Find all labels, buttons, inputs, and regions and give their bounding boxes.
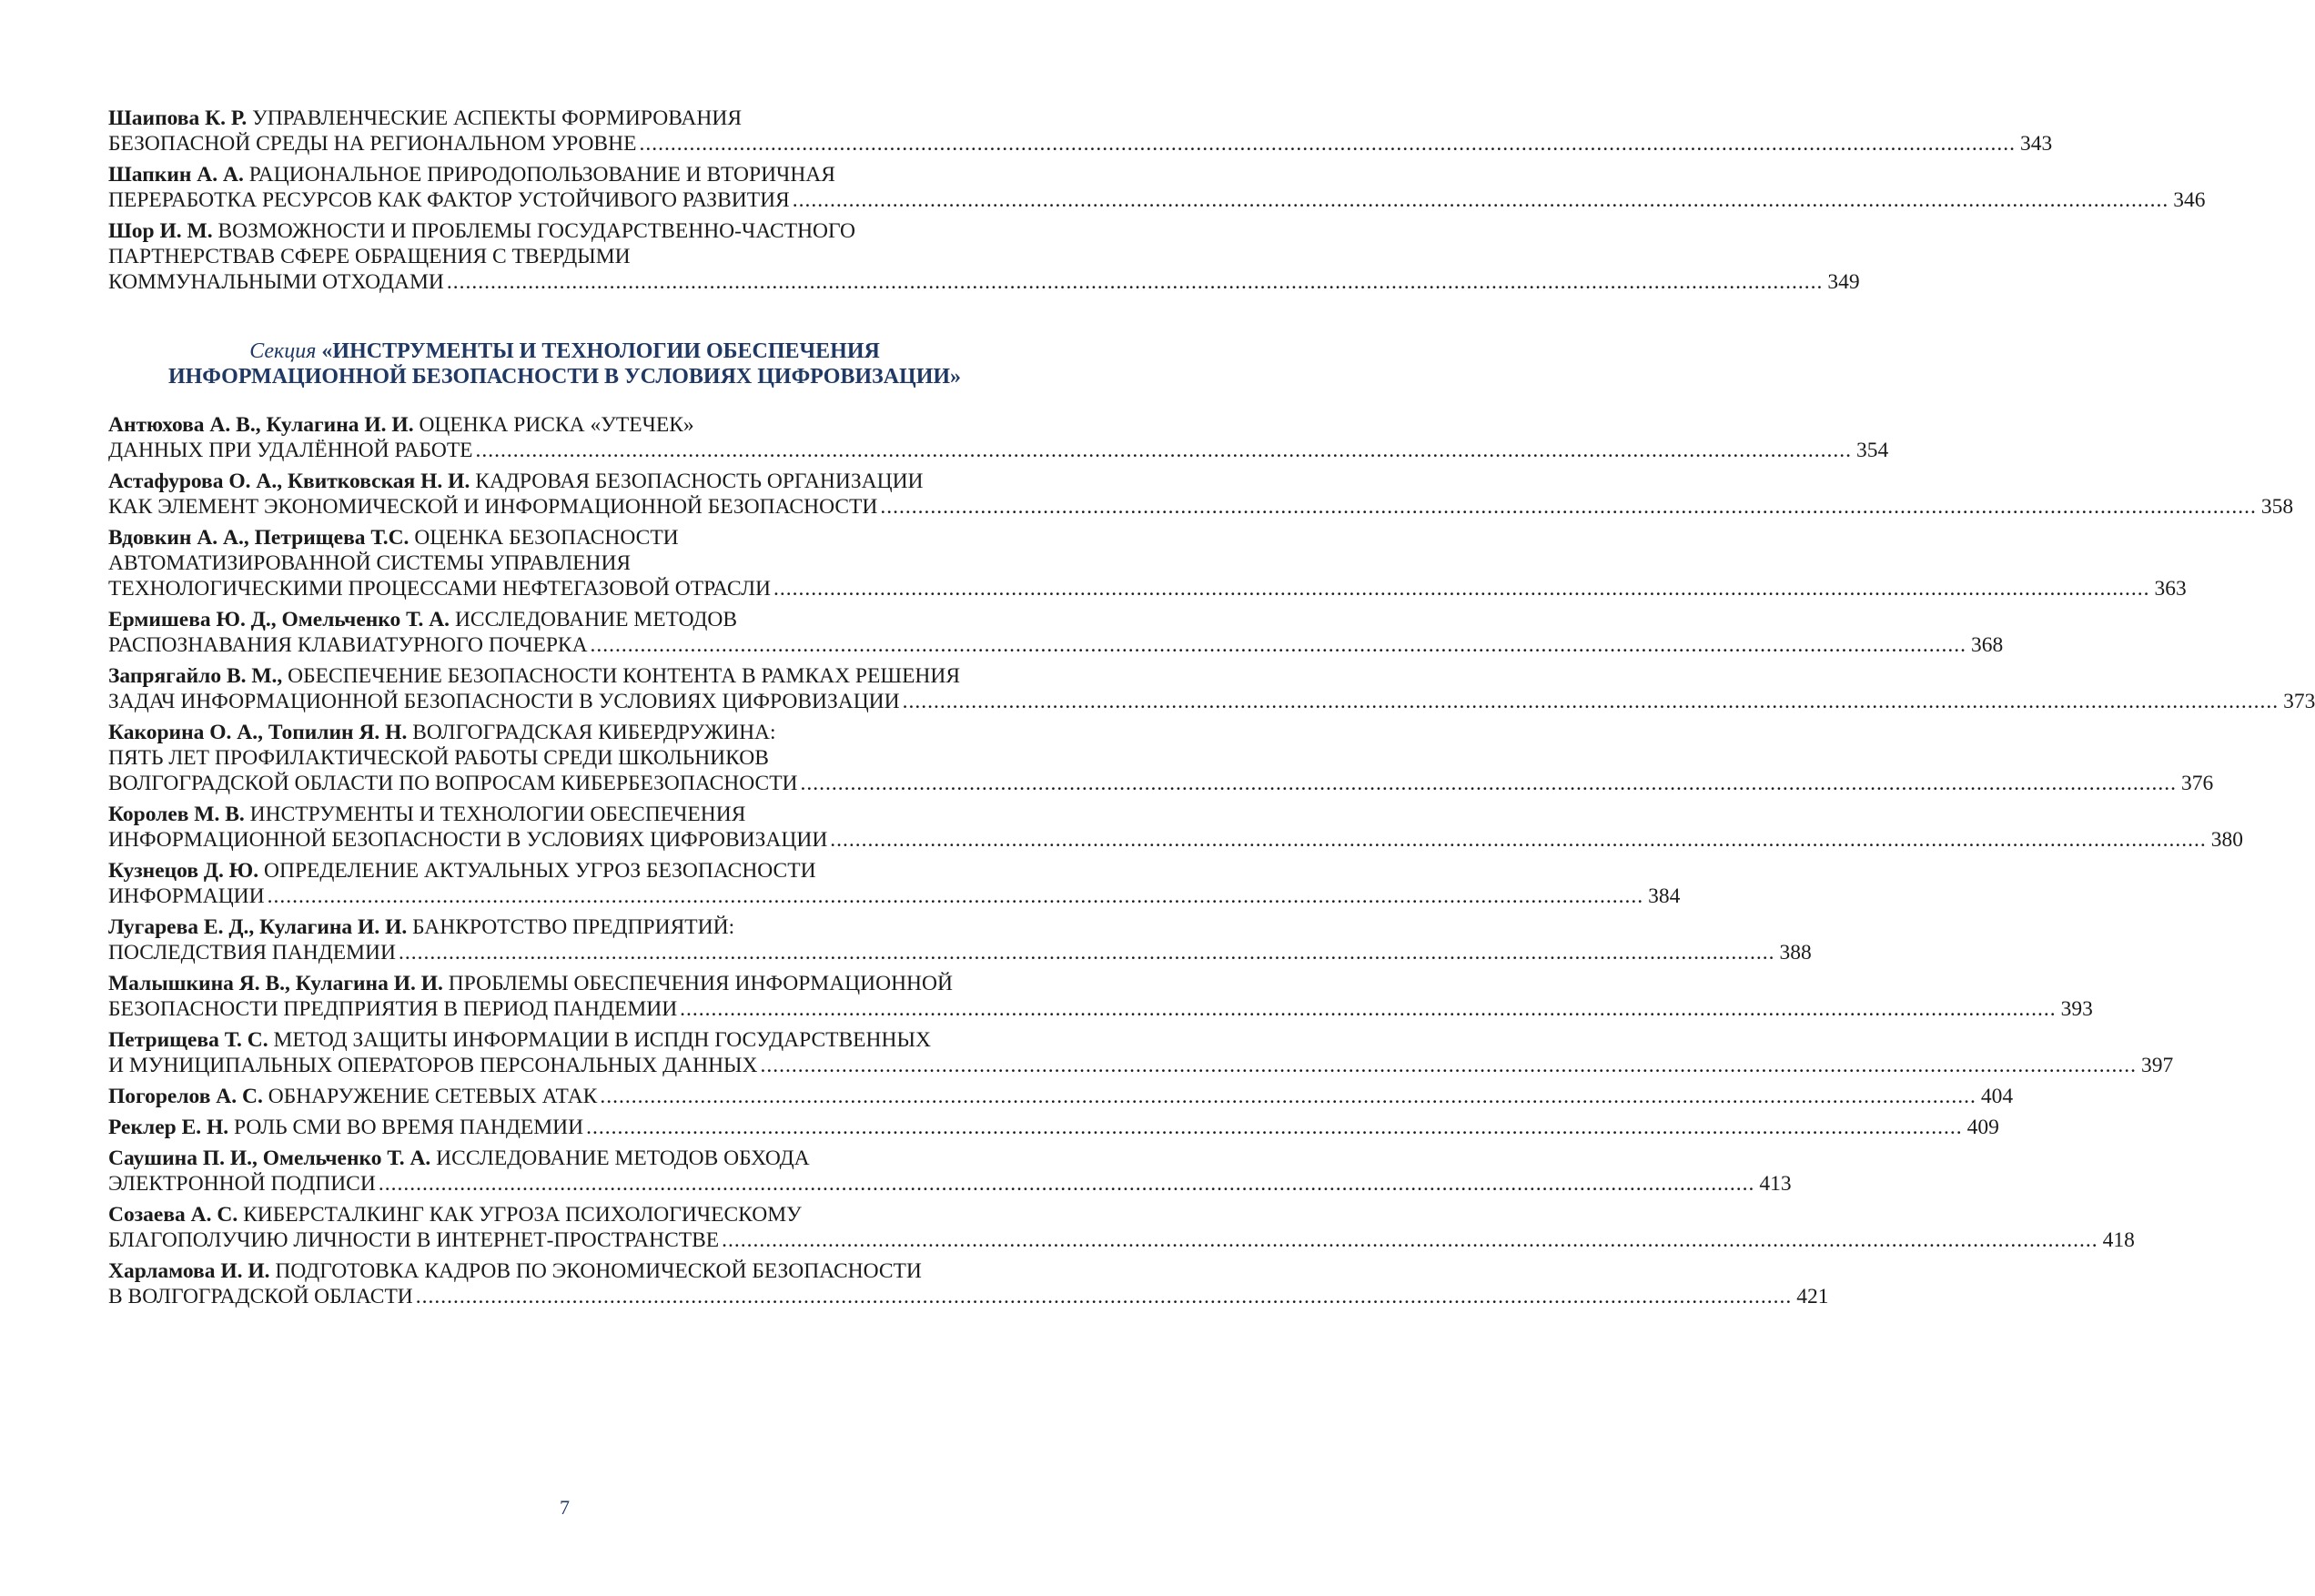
toc-entry[interactable] bbox=[108, 106, 2053, 157]
toc-entry-title: ИССЛЕДОВАНИЕ МЕТОДОВ ОБХОДА bbox=[436, 1146, 810, 1170]
toc-entry-line bbox=[108, 971, 1021, 996]
toc-entry-title: ПОСЛЕДСТВИЯ ПАНДЕМИИ bbox=[108, 941, 396, 965]
toc-entry-line bbox=[108, 131, 2053, 157]
section-heading-line1 bbox=[108, 338, 1021, 364]
toc-entry-page: 404 bbox=[1980, 1085, 2014, 1108]
toc-entry-author: Королев М. В. bbox=[108, 803, 245, 826]
toc-entry[interactable] bbox=[108, 914, 1812, 965]
toc-entry[interactable] bbox=[108, 412, 1889, 463]
toc-entry-line bbox=[108, 187, 2206, 213]
dot-leader: ............................................................................................................................................................................................................................ bbox=[639, 132, 2016, 156]
toc-entry-page: 358 bbox=[2260, 495, 2294, 519]
toc-entry-page: 363 bbox=[2154, 577, 2187, 601]
toc-entry-author: Вдовкин А. А., Петрищева Т.С. bbox=[108, 526, 409, 550]
toc-entry[interactable] bbox=[108, 1027, 2174, 1078]
toc-entry-author: Какорина О. А., Топилин Я. Н. bbox=[108, 721, 408, 744]
toc-entry-page: 354 bbox=[1856, 439, 1889, 462]
dot-leader: ............................................................................................................................................................................................................................ bbox=[902, 690, 2280, 713]
dot-leader: ............................................................................................................................................................................................................................ bbox=[830, 828, 2207, 852]
toc-entry[interactable] bbox=[108, 1202, 2135, 1253]
toc-entry-title: В ВОЛГОГРАДСКОЙ ОБЛАСТИ bbox=[108, 1285, 413, 1308]
dot-leader: ............................................................................................................................................................................................................................ bbox=[680, 997, 2057, 1021]
toc-entry-title: ОЦЕНКА РИСКА «УТЕЧЕК» bbox=[419, 413, 694, 437]
toc-entry-title: ПОДГОТОВКА КАДРОВ ПО ЭКОНОМИЧЕСКОЙ БЕЗОПАСНОСТИ bbox=[275, 1259, 922, 1283]
toc-entry-line bbox=[108, 1258, 1021, 1284]
toc-entry[interactable] bbox=[108, 971, 2093, 1022]
toc-entry-line bbox=[108, 244, 1021, 269]
toc-entry-line bbox=[108, 914, 1021, 940]
dot-leader: ............................................................................................................................................................................................................................ bbox=[446, 270, 1824, 294]
section-heading bbox=[108, 338, 1021, 389]
toc-entry-page: 413 bbox=[1759, 1172, 1792, 1196]
toc-entry-line bbox=[108, 940, 1812, 965]
toc-entry-line bbox=[108, 745, 1021, 771]
toc-entry-title: УПРАВЛЕНЧЕСКИЕ АСПЕКТЫ ФОРМИРОВАНИЯ bbox=[252, 106, 743, 130]
toc-entry-title: ПЯТЬ ЛЕТ ПРОФИЛАКТИЧЕСКОЙ РАБОТЫ СРЕДИ ШКОЛЬНИКОВ bbox=[108, 746, 769, 770]
toc-entry-title: КИБЕРСТАЛКИНГ КАК УГРОЗА ПСИХОЛОГИЧЕСКОМУ bbox=[243, 1203, 802, 1227]
toc-entry-author: Кузнецов Д. Ю. bbox=[108, 859, 259, 883]
toc-entry-title: ОПРЕДЕЛЕНИЕ АКТУАЛЬНЫХ УГРОЗ БЕЗОПАСНОСТИ bbox=[264, 859, 816, 883]
toc-entry[interactable] bbox=[108, 663, 2315, 714]
toc-entry-line bbox=[108, 162, 1021, 187]
toc-entry-line bbox=[108, 827, 2244, 853]
toc-entry[interactable] bbox=[108, 162, 2206, 213]
section-prefix: Секция bbox=[249, 339, 317, 363]
toc-list-top bbox=[108, 106, 2206, 300]
toc-entry-title: ВОЗМОЖНОСТИ И ПРОБЛЕМЫ ГОСУДАРСТВЕННО-ЧАСТНОГО bbox=[217, 219, 855, 243]
toc-entry-title: КАК ЭЛЕМЕНТ ЭКОНОМИЧЕСКОЙ И ИНФОРМАЦИОННОЙ БЕЗОПАСНОСТИ bbox=[108, 495, 878, 519]
toc-entry-line bbox=[108, 412, 1021, 438]
toc-entry-line bbox=[108, 494, 2294, 520]
toc-entry-author: Лугарева Е. Д., Кулагина И. И. bbox=[108, 915, 408, 939]
toc-entry-title: ПРОБЛЕМЫ ОБЕСПЕЧЕНИЯ ИНФОРМАЦИОННОЙ bbox=[448, 972, 953, 995]
dot-leader: ............................................................................................................................................................................................................................ bbox=[800, 772, 2178, 795]
toc-entry[interactable] bbox=[108, 1115, 1999, 1140]
toc-entry-page: 409 bbox=[1966, 1116, 1999, 1139]
toc-entry-line bbox=[108, 771, 2214, 796]
toc-entry-author: Шор И. М. bbox=[108, 219, 213, 243]
toc-entry-line bbox=[108, 106, 1021, 131]
toc-entry-line bbox=[108, 884, 1681, 909]
dot-leader: ............................................................................................................................................................................................................................ bbox=[773, 577, 2150, 601]
toc-list-section bbox=[108, 412, 2315, 1315]
toc-entry-page: 388 bbox=[1779, 941, 1812, 965]
dot-leader: ............................................................................................................................................................................................................................ bbox=[399, 941, 1775, 965]
toc-entry-line bbox=[108, 1171, 1792, 1197]
toc-entry-title: АВТОМАТИЗИРОВАННОЙ СИСТЕМЫ УПРАВЛЕНИЯ bbox=[108, 551, 632, 575]
toc-entry-page: 349 bbox=[1827, 270, 1860, 294]
toc-entry-page: 421 bbox=[1796, 1285, 1829, 1308]
toc-entry-author: Шапкин А. А. bbox=[108, 163, 244, 187]
toc-entry-title: ТЕХНОЛОГИЧЕСКИМИ ПРОЦЕССАМИ НЕФТЕГАЗОВОЙ ОТРАСЛИ bbox=[108, 577, 771, 601]
toc-entry[interactable] bbox=[108, 1146, 1792, 1197]
toc-entry[interactable] bbox=[108, 858, 1681, 909]
toc-entry-author: Ермишева Ю. Д., Омельченко Т. А. bbox=[108, 608, 450, 631]
toc-entry-title: ВОЛГОГРАДСКОЙ ОБЛАСТИ ПО ВОПРОСАМ КИБЕРБЕЗОПАСНОСТИ bbox=[108, 772, 798, 795]
toc-entry-author: Петрищева Т. С. bbox=[108, 1028, 268, 1052]
toc-entry-line bbox=[108, 689, 2315, 714]
toc-entry-line bbox=[108, 269, 1860, 295]
toc-entry-page: 393 bbox=[2060, 997, 2093, 1021]
toc-entry-title: ВОЛГОГРАДСКАЯ КИБЕРДРУЖИНА: bbox=[412, 721, 776, 744]
dot-leader: ............................................................................................................................................................................................................................ bbox=[590, 633, 1967, 657]
toc-entry-author: Антюхова А. В., Кулагина И. И. bbox=[108, 413, 414, 437]
toc-entry-title: ОБЕСПЕЧЕНИЕ БЕЗОПАСНОСТИ КОНТЕНТА В РАМКАХ РЕШЕНИЯ bbox=[288, 664, 961, 688]
toc-entry-title: ПАРТНЕРСТВАВ СФЕРЕ ОБРАЩЕНИЯ С ТВЕРДЫМИ bbox=[108, 245, 631, 268]
dot-leader: ............................................................................................................................................................................................................................ bbox=[267, 884, 1644, 908]
toc-entry-line bbox=[108, 218, 1021, 244]
toc-entry-page: 373 bbox=[2283, 690, 2315, 713]
toc-entry-line bbox=[108, 576, 2187, 601]
toc-entry-line bbox=[108, 1146, 1021, 1171]
toc-entry-page: 380 bbox=[2210, 828, 2244, 852]
toc-entry-page: 368 bbox=[1971, 633, 2004, 657]
toc-entry-title: ПЕРЕРАБОТКА РЕСУРСОВ КАК ФАКТОР УСТОЙЧИВОГО РАЗВИТИЯ bbox=[108, 188, 790, 212]
toc-entry-title: И МУНИЦИПАЛЬНЫХ ОПЕРАТОРОВ ПЕРСОНАЛЬНЫХ ДАННЫХ bbox=[108, 1054, 758, 1077]
toc-entry-author: Погорелов А. С. bbox=[108, 1085, 263, 1108]
toc-entry-title: ЗАДАЧ ИНФОРМАЦИОННОЙ БЕЗОПАСНОСТИ В УСЛОВИЯХ ЦИФРОВИЗАЦИИ bbox=[108, 690, 900, 713]
toc-entry-line bbox=[108, 438, 1889, 463]
toc-entry-line bbox=[108, 607, 1021, 632]
dot-leader: ............................................................................................................................................................................................................................ bbox=[722, 1228, 2098, 1252]
toc-entry-line bbox=[108, 858, 1021, 884]
toc-entry-line bbox=[108, 1202, 1021, 1227]
dot-leader: ............................................................................................................................................................................................................................ bbox=[378, 1172, 1755, 1196]
toc-entry-title: ИНФОРМАЦИИ bbox=[108, 884, 265, 908]
toc-entry-title: РОЛЬ СМИ ВО ВРЕМЯ ПАНДЕМИИ bbox=[234, 1116, 584, 1139]
toc-entry-title: БЕЗОПАСНОСТИ ПРЕДПРИЯТИЯ В ПЕРИОД ПАНДЕМИИ bbox=[108, 997, 678, 1021]
toc-entry-line bbox=[108, 1115, 1999, 1140]
toc-entry-author: Саушина П. И., Омельченко Т. А. bbox=[108, 1146, 431, 1170]
toc-entry[interactable] bbox=[108, 525, 2187, 601]
toc-entry-page: 343 bbox=[2019, 132, 2053, 156]
toc-entry-line bbox=[108, 551, 1021, 576]
dot-leader: ............................................................................................................................................................................................................................ bbox=[475, 439, 1853, 462]
toc-entry-author: Харламова И. И. bbox=[108, 1259, 270, 1283]
section-title-line1: «ИНСТРУМЕНТЫ И ТЕХНОЛОГИИ ОБЕСПЕЧЕНИЯ bbox=[321, 339, 880, 363]
dot-leader: ............................................................................................................................................................................................................................ bbox=[760, 1054, 2138, 1077]
toc-entry-title: ДАННЫХ ПРИ УДАЛЁННОЙ РАБОТЕ bbox=[108, 439, 473, 462]
dot-leader: ............................................................................................................................................................................................................................ bbox=[792, 188, 2169, 212]
toc-entry-page: 418 bbox=[2102, 1228, 2135, 1252]
toc-entry[interactable] bbox=[108, 1084, 2014, 1109]
toc-entry-title: ЭЛЕКТРОННОЙ ПОДПИСИ bbox=[108, 1172, 376, 1196]
toc-entry-page: 397 bbox=[2141, 1054, 2174, 1077]
toc-entry-author: Малышкина Я. В., Кулагина И. И. bbox=[108, 972, 443, 995]
toc-entry-line bbox=[108, 1284, 1829, 1309]
toc-entry-author: Запрягайло В. М., bbox=[108, 664, 283, 688]
toc-entry-title: КОММУНАЛЬНЫМИ ОТХОДАМИ bbox=[108, 270, 444, 294]
toc-entry-title: КАДРОВАЯ БЕЗОПАСНОСТЬ ОРГАНИЗАЦИИ bbox=[475, 470, 924, 493]
toc-entry-line bbox=[108, 1084, 2014, 1109]
toc-entry-page: 384 bbox=[1648, 884, 1681, 908]
toc-entry-author: Созаева А. С. bbox=[108, 1203, 238, 1227]
toc-entry[interactable] bbox=[108, 218, 1860, 295]
dot-leader: ............................................................................................................................................................................................................................ bbox=[415, 1285, 1793, 1308]
toc-entry[interactable] bbox=[108, 607, 2004, 658]
toc-entry-line bbox=[108, 1053, 2174, 1078]
toc-entry-title: БАНКРОТСТВО ПРЕДПРИЯТИЙ: bbox=[412, 915, 735, 939]
toc-entry[interactable] bbox=[108, 469, 2294, 520]
toc-entry[interactable] bbox=[108, 720, 2214, 796]
toc-entry-line bbox=[108, 802, 1021, 827]
toc-entry-title: БЛАГОПОЛУЧИЮ ЛИЧНОСТИ В ИНТЕРНЕТ-ПРОСТРАНСТВЕ bbox=[108, 1228, 720, 1252]
toc-entry-author: Реклер Е. Н. bbox=[108, 1116, 229, 1139]
toc-entry-author: Астафурова О. А., Квитковская Н. И. bbox=[108, 470, 470, 493]
toc-entry-page: 376 bbox=[2181, 772, 2214, 795]
toc-entry[interactable] bbox=[108, 802, 2244, 853]
dot-leader: ............................................................................................................................................................................................................................ bbox=[586, 1116, 1963, 1139]
toc-entry-title: РАСПОЗНАВАНИЯ КЛАВИАТУРНОГО ПОЧЕРКА bbox=[108, 633, 588, 657]
toc-entry-line bbox=[108, 525, 1021, 551]
toc-entry-line bbox=[108, 1027, 1021, 1053]
toc-entry-title: ОЦЕНКА БЕЗОПАСНОСТИ bbox=[414, 526, 679, 550]
toc-entry-line bbox=[108, 720, 1021, 745]
toc-entry-title: ИНФОРМАЦИОННОЙ БЕЗОПАСНОСТИ В УСЛОВИЯХ ЦИФРОВИЗАЦИИ bbox=[108, 828, 828, 852]
toc-entry-title: БЕЗОПАСНОЙ СРЕДЫ НА РЕГИОНАЛЬНОМ УРОВНЕ bbox=[108, 132, 637, 156]
toc-entry-line bbox=[108, 632, 2004, 658]
toc-entry-title: ИНСТРУМЕНТЫ И ТЕХНОЛОГИИ ОБЕСПЕЧЕНИЯ bbox=[249, 803, 746, 826]
toc-entry-line bbox=[108, 663, 1021, 689]
dot-leader: ............................................................................................................................................................................................................................ bbox=[880, 495, 2257, 519]
toc-entry-author: Шаипова К. Р. bbox=[108, 106, 248, 130]
page-number: 7 bbox=[560, 1496, 570, 1519]
toc-entry-title: ИССЛЕДОВАНИЕ МЕТОДОВ bbox=[454, 608, 738, 631]
toc-entry-line bbox=[108, 469, 1021, 494]
toc-entry-title: ОБНАРУЖЕНИЕ СЕТЕВЫХ АТАК bbox=[268, 1085, 598, 1108]
toc-entry-title: МЕТОД ЗАЩИТЫ ИНФОРМАЦИИ В ИСПДН ГОСУДАРСТВЕННЫХ bbox=[273, 1028, 931, 1052]
dot-leader: ............................................................................................................................................................................................................................ bbox=[600, 1085, 1976, 1108]
section-title-line2: ИНФОРМАЦИОННОЙ БЕЗОПАСНОСТИ В УСЛОВИЯХ ЦИФРОВИЗАЦИИ» bbox=[167, 365, 962, 389]
toc-entry[interactable] bbox=[108, 1258, 1829, 1309]
toc-entry-line bbox=[108, 996, 2093, 1022]
toc-entry-title: РАЦИОНАЛЬНОЕ ПРИРОДОПОЛЬЗОВАНИЕ И ВТОРИЧНАЯ bbox=[248, 163, 835, 187]
toc-entry-line bbox=[108, 1227, 2135, 1253]
toc-entry-page: 346 bbox=[2173, 188, 2206, 212]
